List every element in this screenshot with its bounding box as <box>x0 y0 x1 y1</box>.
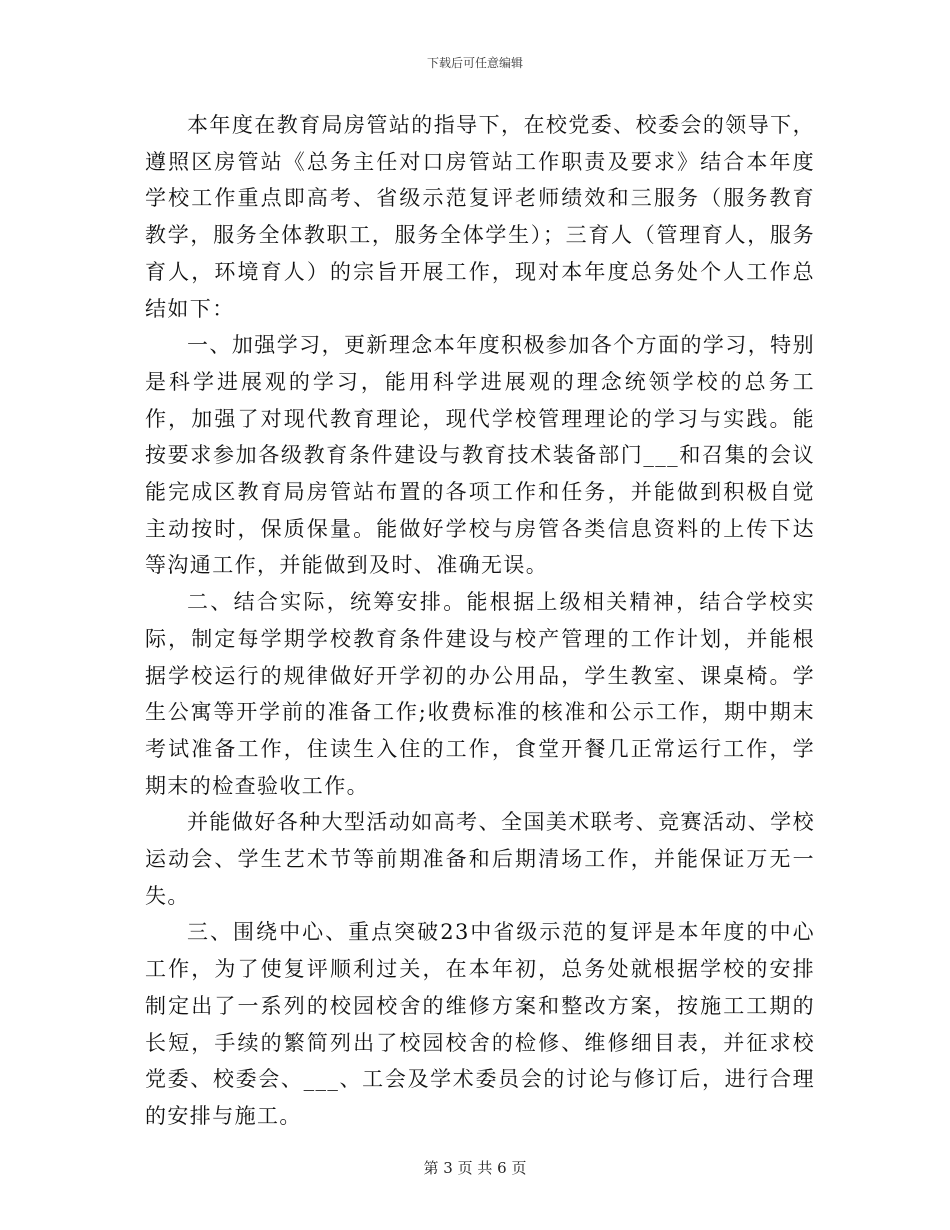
paragraph-section-2: 二、结合实际，统筹安排。能根据上级相关精神，结合学校实际，制定每学期学校教育条件建设与校产管理的工作计划，并能根据学校运行的规律做好开学初的办公用品，学生教室、课桌椅。学生公寓等开学前的准备工作;收费标准的核准和公示工作，期中期末考试准备工作，住读生入住的工作，食堂开餐几正常运行工作，学期末的检查验收工作。 <box>145 590 815 798</box>
document-body <box>145 107 815 1135</box>
page-header-note: 下载后可任意编辑 <box>426 56 523 70</box>
paragraph-section-3: 三、围绕中心、重点突破23中省级示范的复评是本年度的中心工作，为了使复评顺利过关，在本年初，总务处就根据学校的安排制定出了一系列的校园校舍的维修方案和整改方案，按施工工期的长短，手续的繁简列出了校园校舍的检修、维修细目表，并征求校党委、校委会、___、工会及学术委员会的讨论与修订后，进行合理的安排与施工。 <box>145 920 815 1128</box>
paragraph-section-2-cont: 并能做好各种大型活动如高考、全国美术联考、竞赛活动、学校运动会、学生艺术节等前期准备和后期清场工作，并能保证万无一失。 <box>145 810 815 908</box>
paragraph-section-1: 一、加强学习，更新理念本年度积极参加各个方面的学习，特别是科学进展观的学习，能用科学进展观的理念统领学校的总务工作，加强了对现代教育理论，现代学校管理理论的学习与实践。能按要求参加各级教育条件建设与教育技术装备部门___和召集的会议能完成区教育局房管站布置的各项工作和任务，并能做到积极自觉主动按时，保质保量。能做好学校与房管各类信息资料的上传下达等沟通工作，并能做到及时、准确无误。 <box>145 333 815 578</box>
page-number: 第 3 页 共 6 页 <box>423 1159 527 1177</box>
paragraph-intro: 本年度在教育局房管站的指导下，在校党委、校委会的领导下，遵照区房管站《总务主任对口房管站工作职责及要求》结合本年度学校工作重点即高考、省级示范复评老师绩效和三服务（服务教育教学，服务全体教职工，服务全体学生）；三育人（管理育人，服务育人，环境育人）的宗旨开展工作，现对本年度总务处个人工作总结如下： <box>145 113 815 321</box>
